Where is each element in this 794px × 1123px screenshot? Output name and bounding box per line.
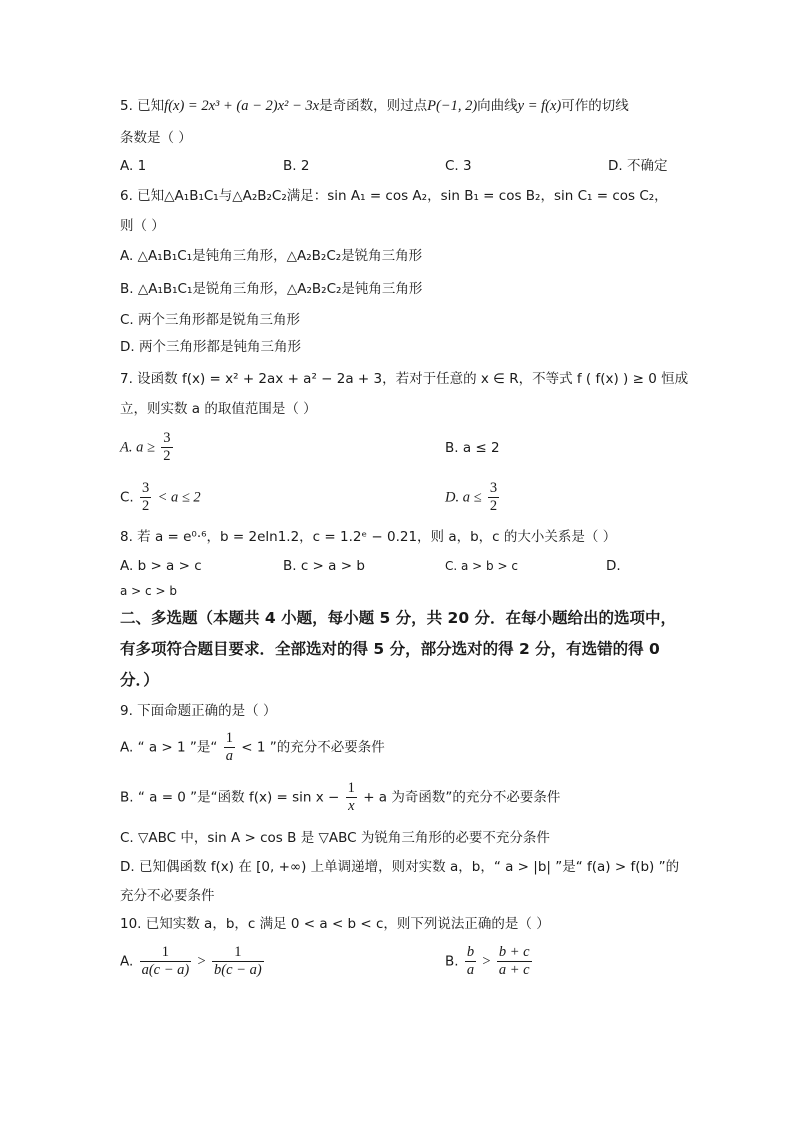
q9-line1: 9. 下面命题正确的是（ ） xyxy=(120,703,277,719)
q10-option-a-fraction-right: $\frac{1}{b(c - a)}$ xyxy=(214,944,262,978)
q7-option-c: C. $\frac{3}{2}$ < a ≤ 2 xyxy=(120,480,201,514)
q6-option-d: D. 两个三角形都是钝角三角形 xyxy=(120,339,301,355)
q5-option-d: D. 不确定 xyxy=(608,158,668,174)
q7-option-b: B. a ≤ 2 xyxy=(445,440,500,456)
q7-line1: 7. 设函数 f(x) = x² + 2ax + a² − 2a + 3，若对于任意的 x ∈ R，不等式 f ( f(x) ) ≥ 0 恒成 xyxy=(120,371,689,387)
q9-option-d-line2: 充分不必要条件 xyxy=(120,888,215,904)
q10-option-a: A. $\frac{1}{a(c - a)}$ > $\frac{1}{b(c - a)}$ xyxy=(120,944,262,978)
q9-option-a: A. “ a > 1 ”是“ $\frac{1}{a}$ < 1 ”的充分不必要条件 xyxy=(120,730,385,764)
q7-option-c-fraction: $\frac{3}{2}$ xyxy=(142,480,150,514)
q5-formula: f(x) = 2x³ + (a − 2)x² − 3x xyxy=(164,98,320,114)
q5-line1: 5. 已知f(x) = 2x³ + (a − 2)x² − 3x是奇函数，则过点P(−1, 2)向曲线y = f(x)可作的切线 xyxy=(120,98,629,114)
q10-option-b-fraction-right: $\frac{b + c}{a + c}$ xyxy=(498,944,530,978)
q9-option-b-fraction: $\frac{1}{x}$ xyxy=(347,780,355,814)
q5-option-a: A. 1 xyxy=(120,158,147,174)
q7-option-d: D. a ≤ $\frac{3}{2}$ xyxy=(445,480,498,514)
q8-option-d: D. xyxy=(606,558,621,574)
q9-option-a-fraction: $\frac{1}{a}$ xyxy=(225,730,233,764)
q9-option-d-line1: D. 已知偶函数 f(x) 在 [0, +∞) 上单调递增，则对实数 a，b，“ a > |b| ”是“ f(a) > f(b) ”的 xyxy=(120,859,680,875)
q10-line1: 10. 已知实数 a，b，c 满足 0 < a < b < c，则下列说法正确的是（ ） xyxy=(120,916,550,932)
q5-curve: y = f(x) xyxy=(517,98,562,114)
q9-option-b: B. “ a = 0 ”是“函数 f(x) = sin x − $\frac{1}{x}$ + a 为奇函数”的充分不必要条件 xyxy=(120,780,561,814)
q5-option-b: B. 2 xyxy=(283,158,310,174)
section2-heading-line1: 二、多选题（本题共 4 小题，每小题 5 分，共 20 分．在每小题给出的选项中， xyxy=(120,609,677,627)
q7-option-a: A. a ≥ $\frac{3}{2}$ xyxy=(120,430,171,464)
q8-line1: 8. 若 a = e⁰·⁶，b = 2eln1.2，c = 1.2ᵉ − 0.21，则 a，b，c 的大小关系是（ ） xyxy=(120,529,617,545)
section2-heading-line2: 有多项符合题目要求．全部选对的得 5 分，部分选对的得 2 分，有选错的得 0 xyxy=(120,640,660,658)
q5-option-c: C. 3 xyxy=(445,158,472,174)
q8-option-d-content: a > c > b xyxy=(120,584,177,598)
section2-heading-line3: 分．） xyxy=(120,671,159,689)
q7-option-d-fraction: $\frac{3}{2}$ xyxy=(489,480,498,514)
q9-option-c: C. ▽ABC 中，sin A > cos B 是 ▽ABC 为锐角三角形的必要不充分条件 xyxy=(120,830,550,846)
q6-option-b: B. △A₁B₁C₁是锐角三角形，△A₂B₂C₂是钝角三角形 xyxy=(120,281,423,297)
q7-option-a-fraction: $\frac{3}{2}$ xyxy=(163,430,171,464)
q8-option-c: C. a > b > c xyxy=(445,559,518,573)
q8-option-a: A. b > a > c xyxy=(120,558,202,574)
q6-option-a: A. △A₁B₁C₁是钝角三角形，△A₂B₂C₂是锐角三角形 xyxy=(120,248,423,264)
q10-option-b: B. $\frac{b}{a}$ > $\frac{b + c}{a + c}$ xyxy=(445,944,530,978)
q8-option-b: B. c > a > b xyxy=(283,558,365,574)
q5-line2: 条数是（ ） xyxy=(120,130,192,146)
q6-line2: 则（ ） xyxy=(120,218,165,234)
q5-point: P(−1, 2) xyxy=(427,98,478,114)
q6-line1: 6. 已知△A₁B₁C₁与△A₂B₂C₂满足：sin A₁ = cos A₂，sin B₁ = cos B₂，sin C₁ = cos C₂， xyxy=(120,188,668,204)
q10-option-a-fraction-left: $\frac{1}{a(c - a)}$ xyxy=(141,944,190,978)
q7-line2: 立，则实数 a 的取值范围是（ ） xyxy=(120,401,317,417)
q6-option-c: C. 两个三角形都是锐角三角形 xyxy=(120,312,301,328)
q10-option-b-fraction-left: $\frac{b}{a}$ xyxy=(466,944,475,978)
